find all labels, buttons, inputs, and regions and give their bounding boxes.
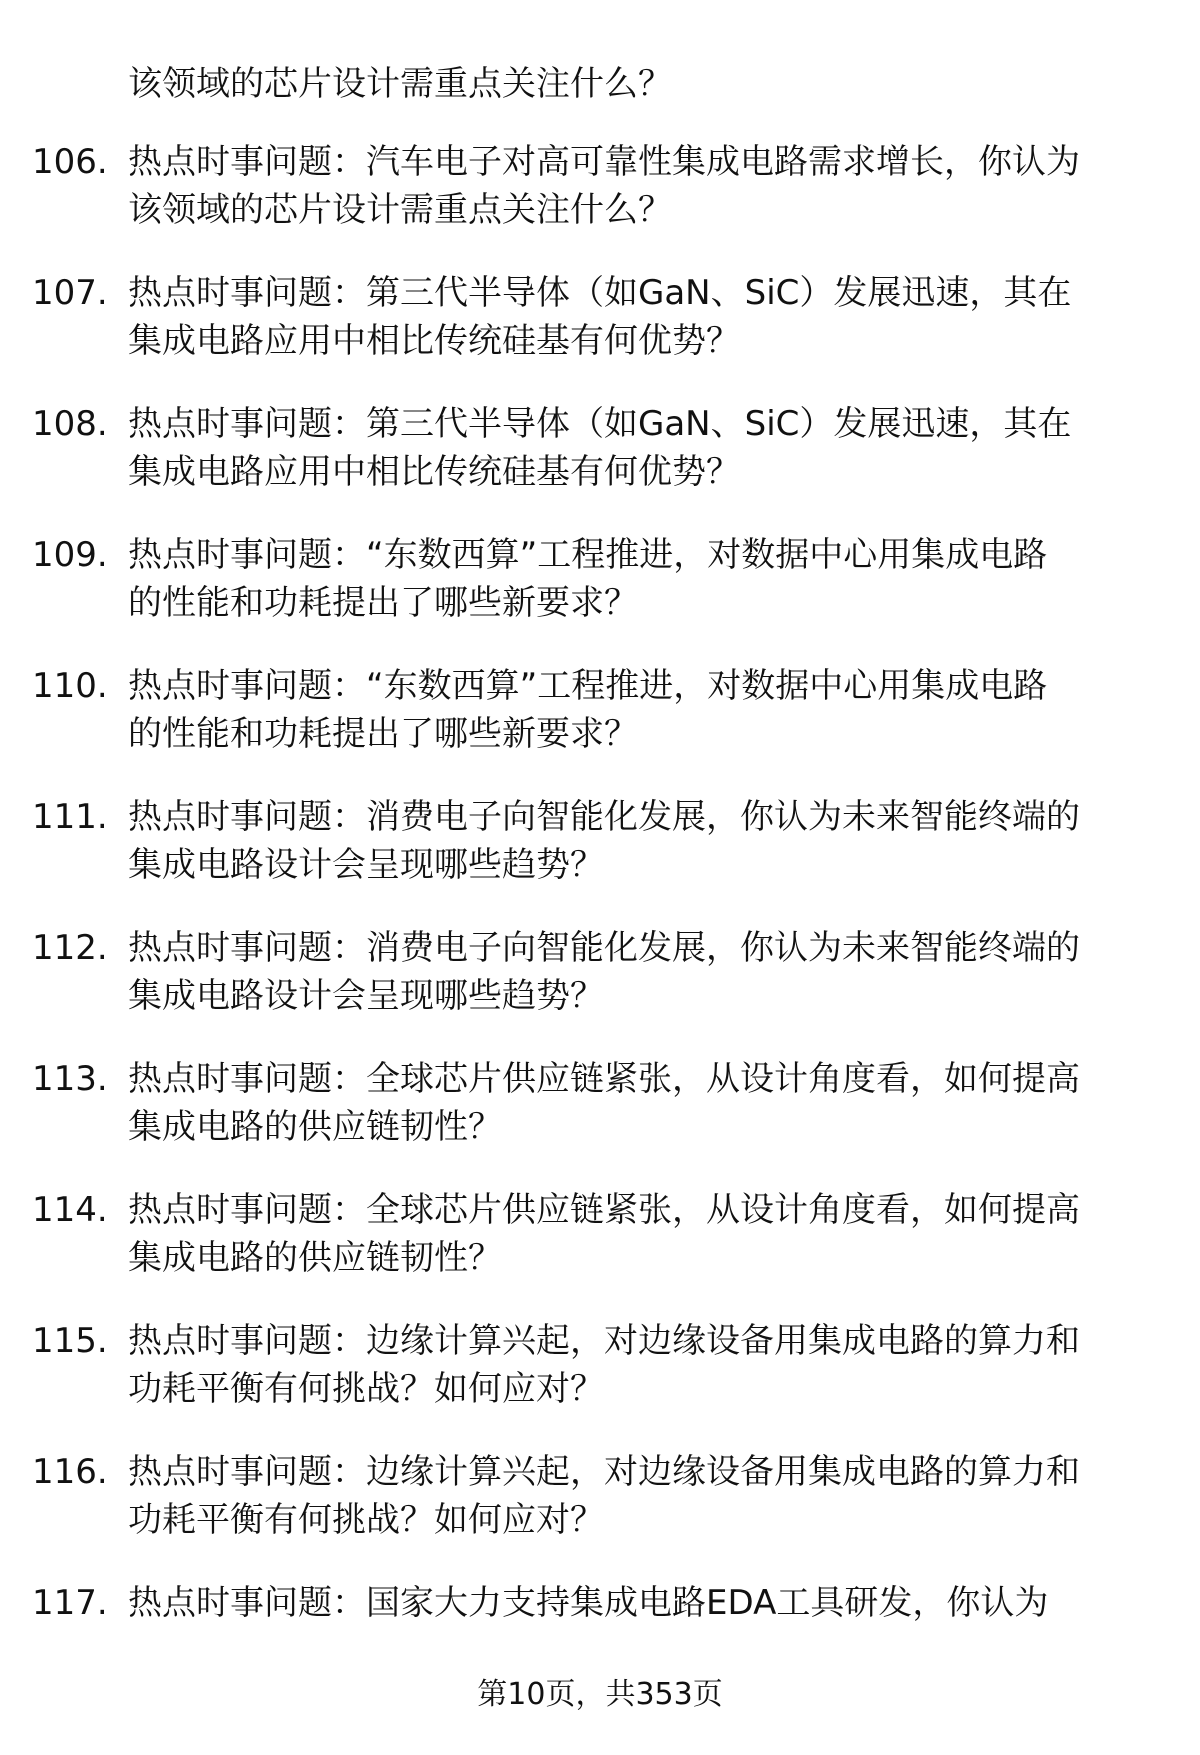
list-item xyxy=(0,531,1200,662)
question-line: 集成电路设计会呈现哪些趋势？ xyxy=(128,976,604,1016)
question-number: 115. xyxy=(32,1321,108,1361)
question-number: 116. xyxy=(32,1452,108,1492)
question-line: 热点时事问题：边缘计算兴起，对边缘设备用集成电路的算力和 xyxy=(128,1321,1080,1361)
question-number: 117. xyxy=(32,1583,108,1623)
question-line: 热点时事问题：第三代半导体（如GaN、SiC）发展迅速，其在 xyxy=(128,273,1072,313)
question-line: 热点时事问题：汽车电子对高可靠性集成电路需求增长，你认为 xyxy=(128,142,1080,182)
question-line: 集成电路应用中相比传统硅基有何优势？ xyxy=(128,452,740,492)
question-number: 108. xyxy=(32,404,108,444)
page-footer: 第10页，共353页 xyxy=(477,1677,723,1712)
question-text xyxy=(128,1448,1148,1544)
question-line: 热点时事问题：“东数西算”工程推进，对数据中心用集成电路 xyxy=(128,666,1048,706)
question-line: 集成电路的供应链韧性？ xyxy=(128,1238,502,1278)
question-line: 集成电路的供应链韧性？ xyxy=(128,1107,502,1147)
question-text xyxy=(128,531,1148,627)
question-number: 109. xyxy=(32,535,108,575)
question-line: 热点时事问题：“东数西算”工程推进，对数据中心用集成电路 xyxy=(128,535,1048,575)
question-number: 107. xyxy=(32,273,108,313)
question-list xyxy=(0,138,1200,1710)
list-item xyxy=(0,1448,1200,1579)
question-line: 热点时事问题：消费电子向智能化发展，你认为未来智能终端的 xyxy=(128,797,1080,837)
question-line: 集成电路应用中相比传统硅基有何优势？ xyxy=(128,321,740,361)
list-item xyxy=(0,1186,1200,1317)
question-line: 热点时事问题：全球芯片供应链紧张，从设计角度看，如何提高 xyxy=(128,1059,1080,1099)
question-number: 114. xyxy=(32,1190,108,1230)
question-line: 的性能和功耗提出了哪些新要求？ xyxy=(128,714,638,754)
question-text xyxy=(128,924,1148,1020)
question-line: 功耗平衡有何挑战？如何应对？ xyxy=(128,1500,604,1540)
list-item xyxy=(0,138,1200,269)
question-line: 集成电路设计会呈现哪些趋势？ xyxy=(128,845,604,885)
question-number: 111. xyxy=(32,797,108,837)
question-number: 110. xyxy=(32,666,108,706)
list-item xyxy=(0,924,1200,1055)
question-text xyxy=(128,400,1148,496)
question-text xyxy=(128,793,1148,889)
question-text xyxy=(128,269,1148,365)
question-line: 热点时事问题：国家大力支持集成电路EDA工具研发，你认为 xyxy=(128,1583,1049,1623)
question-text xyxy=(128,138,1148,234)
question-number: 112. xyxy=(32,928,108,968)
list-item xyxy=(0,1055,1200,1186)
question-line: 热点时事问题：消费电子向智能化发展，你认为未来智能终端的 xyxy=(128,928,1080,968)
list-item xyxy=(0,400,1200,531)
question-text xyxy=(128,662,1148,758)
list-item xyxy=(0,1317,1200,1448)
question-line: 热点时事问题：边缘计算兴起，对边缘设备用集成电路的算力和 xyxy=(128,1452,1080,1492)
continuation-text: 该领域的芯片设计需重点关注什么？ xyxy=(128,64,672,104)
list-item xyxy=(0,662,1200,793)
question-text xyxy=(128,1186,1148,1282)
question-line: 热点时事问题：第三代半导体（如GaN、SiC）发展迅速，其在 xyxy=(128,404,1072,444)
list-item xyxy=(0,793,1200,924)
question-text xyxy=(128,1055,1148,1151)
question-line: 热点时事问题：全球芯片供应链紧张，从设计角度看，如何提高 xyxy=(128,1190,1080,1230)
question-number: 113. xyxy=(32,1059,108,1099)
question-line: 的性能和功耗提出了哪些新要求？ xyxy=(128,583,638,623)
question-line: 功耗平衡有何挑战？如何应对？ xyxy=(128,1369,604,1409)
list-item xyxy=(0,269,1200,400)
question-line: 该领域的芯片设计需重点关注什么？ xyxy=(128,190,672,230)
question-number: 106. xyxy=(32,142,108,182)
question-text xyxy=(128,1579,1148,1627)
question-text xyxy=(128,1317,1148,1413)
